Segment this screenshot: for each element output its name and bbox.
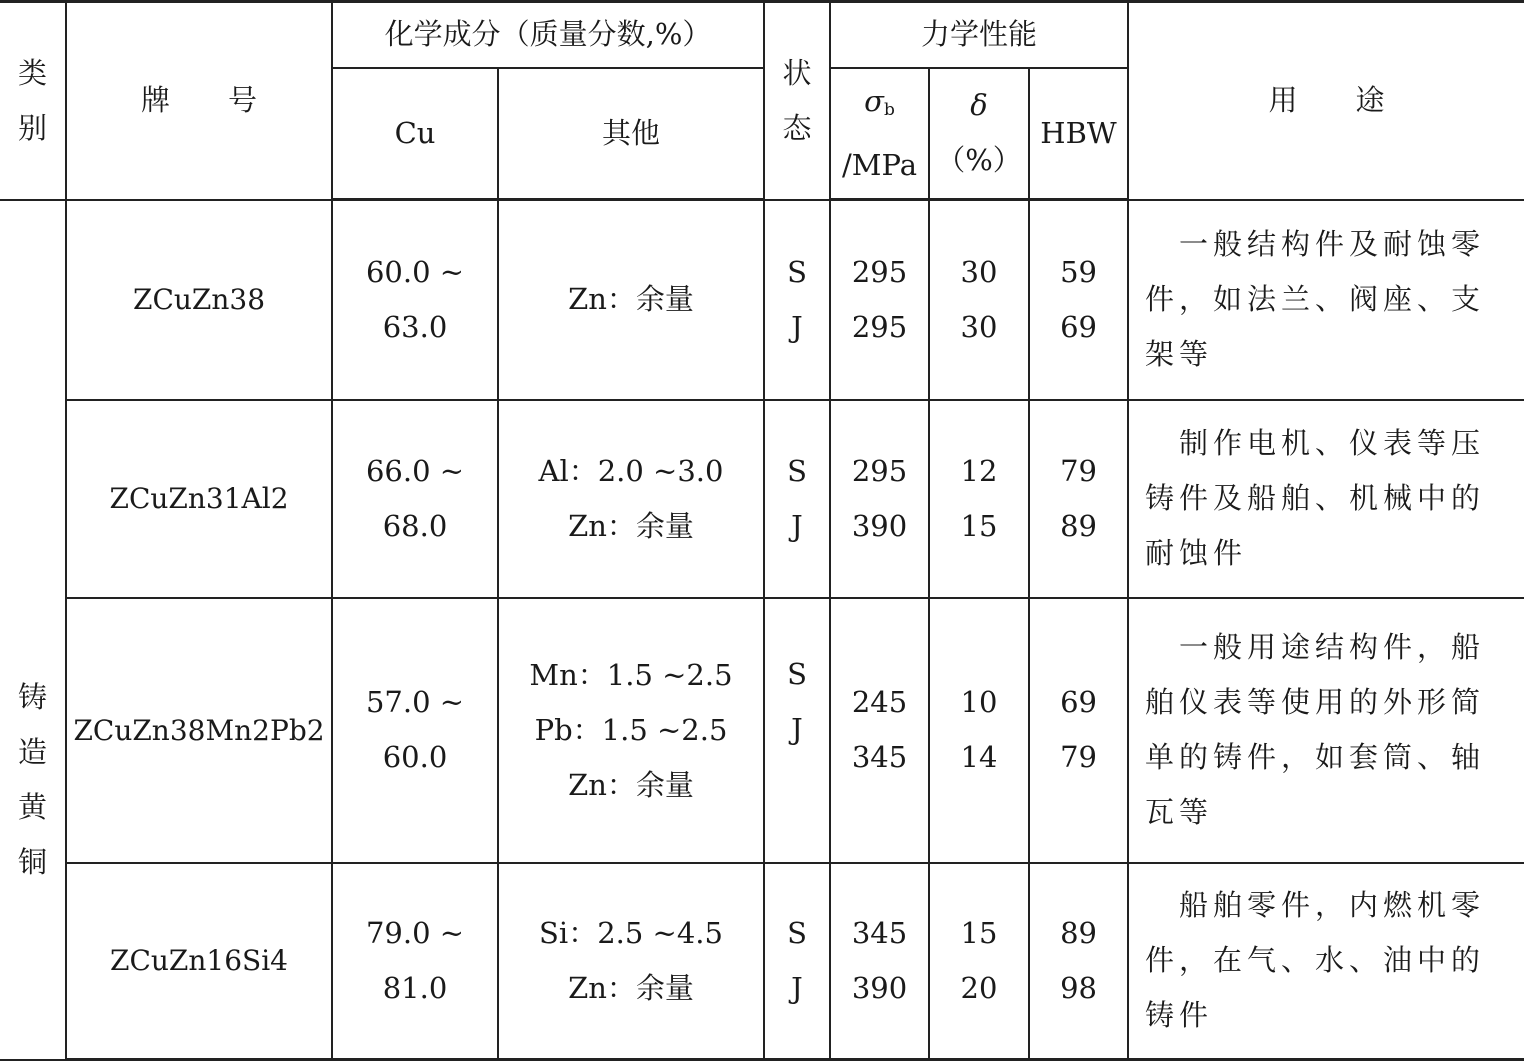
delta-value: 30 [960,309,998,344]
other-line: Al：2.0 ~3.0 [538,453,724,488]
other-elements-cell [498,200,764,400]
header-state-char-2: 态 [782,110,812,145]
hbw-value: 59 [1060,254,1097,289]
header-category-char-2: 别 [17,110,47,145]
usage-cell [1128,400,1524,598]
usage-text: 一般用途结构件，船舶仪表等使用的外形简单的铸件，如套筒、轴瓦等 [1145,630,1486,829]
delta-value: 14 [960,740,998,774]
usage-text: 船舶零件，内燃机零件，在气、水、油中的铸件 [1145,888,1486,1033]
sigma-subscript: b [883,99,895,120]
header-mechanics: 力学性能 [830,2,1128,68]
state-cell [764,598,830,863]
header-delta [929,68,1029,200]
delta-symbol: δ [970,88,988,123]
usage-cell [1128,200,1524,400]
cu-line: 60.0 ~ [365,254,465,289]
cu-line: 57.0 ~ [365,685,465,719]
header-state-char-1: 状 [782,55,812,90]
delta-cell [929,863,1029,1060]
hbw-value: 79 [1060,453,1097,488]
category-char: 黄 [17,789,47,824]
state-line: J [791,309,803,344]
cu-cell [332,400,498,598]
other-line: Si：2.5 ~4.5 [539,915,723,950]
hbw-cell [1029,598,1128,863]
other-line: Zn：余量 [568,282,694,317]
sigma-value: 345 [851,915,908,950]
state-cell [764,863,830,1060]
hbw-value: 98 [1060,970,1097,1005]
category-char: 铸 [17,679,47,714]
usage-cell [1128,598,1524,863]
other-line: Mn：1.5 ~2.5 [529,657,733,692]
hbw-cell [1029,200,1128,400]
sigma-value: 390 [851,508,908,543]
state-line: S [787,657,807,691]
usage-text: 制作电机、仪表等压铸件及船舶、机械中的耐蚀件 [1145,426,1486,570]
sigma-label [831,74,928,138]
header-chemistry: 化学成分（质量分数,%） [332,2,764,68]
header-category [0,2,66,200]
other-line: Zn：余量 [568,767,694,802]
header-sigma [830,68,929,200]
table-row [0,200,1524,400]
delta-value: 20 [960,970,998,1005]
other-elements-cell [498,400,764,598]
header-state [764,2,830,200]
state-line: J [791,508,803,543]
delta-value: 15 [960,508,998,543]
delta-unit: （%） [936,143,1022,178]
cu-cell [332,598,498,863]
grade-cell: ZCuZn38Mn2Pb2 [66,598,332,863]
delta-cell [929,400,1029,598]
sigma-cell [830,200,929,400]
delta-value: 12 [960,453,998,488]
grade-cell: ZCuZn31Al2 [66,400,332,598]
sigma-symbol: σ [864,83,884,118]
delta-value: 10 [960,685,998,719]
hbw-cell [1029,400,1128,598]
usage-cell [1128,863,1524,1060]
sigma-unit: /MPa [842,147,917,182]
other-elements-cell [498,598,764,863]
header-usage: 用 途 [1128,2,1524,200]
grade-cell: ZCuZn38 [66,200,332,400]
other-elements-cell [498,863,764,1060]
hbw-value: 69 [1060,685,1097,719]
delta-cell [929,598,1029,863]
cu-line: 60.0 [382,740,448,774]
cu-line: 66.0 ~ [365,453,465,488]
hbw-value: 69 [1060,309,1097,344]
sigma-cell [830,400,929,598]
other-line: Zn：余量 [568,970,694,1005]
state-cell [764,400,830,598]
delta-cell [929,200,1029,400]
category-char: 铜 [17,844,47,879]
sigma-cell [830,863,929,1060]
hbw-value: 89 [1060,915,1097,950]
category-cell [0,200,66,1060]
table-row [0,598,1524,863]
hbw-cell [1029,863,1128,1060]
cu-line: 68.0 [382,508,448,543]
table-body [0,200,1524,1060]
header-other: 其他 [498,68,764,200]
header-hbw: HBW [1029,68,1128,200]
sigma-value: 245 [851,685,908,719]
sigma-cell [830,598,929,863]
cu-line: 81.0 [382,970,448,1005]
sigma-value: 345 [851,740,908,774]
cu-line: 79.0 ~ [365,915,465,950]
table-row [0,863,1524,1060]
sigma-value: 295 [851,309,908,344]
cu-line: 63.0 [382,309,448,344]
sigma-value: 295 [851,453,908,488]
cu-cell [332,200,498,400]
category-char: 造 [17,734,47,769]
state-line: S [787,254,807,289]
table-row [0,400,1524,598]
delta-value: 30 [960,254,998,289]
sigma-value: 295 [851,254,908,289]
state-line: S [787,453,807,488]
state-line: J [791,712,803,746]
delta-value: 15 [960,915,998,950]
table-header [0,2,1524,200]
usage-text: 一般结构件及耐蚀零件，如法兰、阀座、支架等 [1145,227,1486,371]
header-grade: 牌 号 [66,2,332,200]
sigma-value: 390 [851,970,908,1005]
state-line: S [787,915,807,950]
grade-cell: ZCuZn16Si4 [66,863,332,1060]
hbw-value: 89 [1060,508,1097,543]
other-line: Zn：余量 [568,508,694,543]
header-cu: Cu [332,68,498,200]
cu-cell [332,863,498,1060]
state-line: J [791,970,803,1005]
hbw-value: 79 [1060,740,1097,774]
state-cell [764,200,830,400]
other-line: Pb：1.5 ~2.5 [534,712,728,747]
header-category-char-1: 类 [17,55,47,90]
